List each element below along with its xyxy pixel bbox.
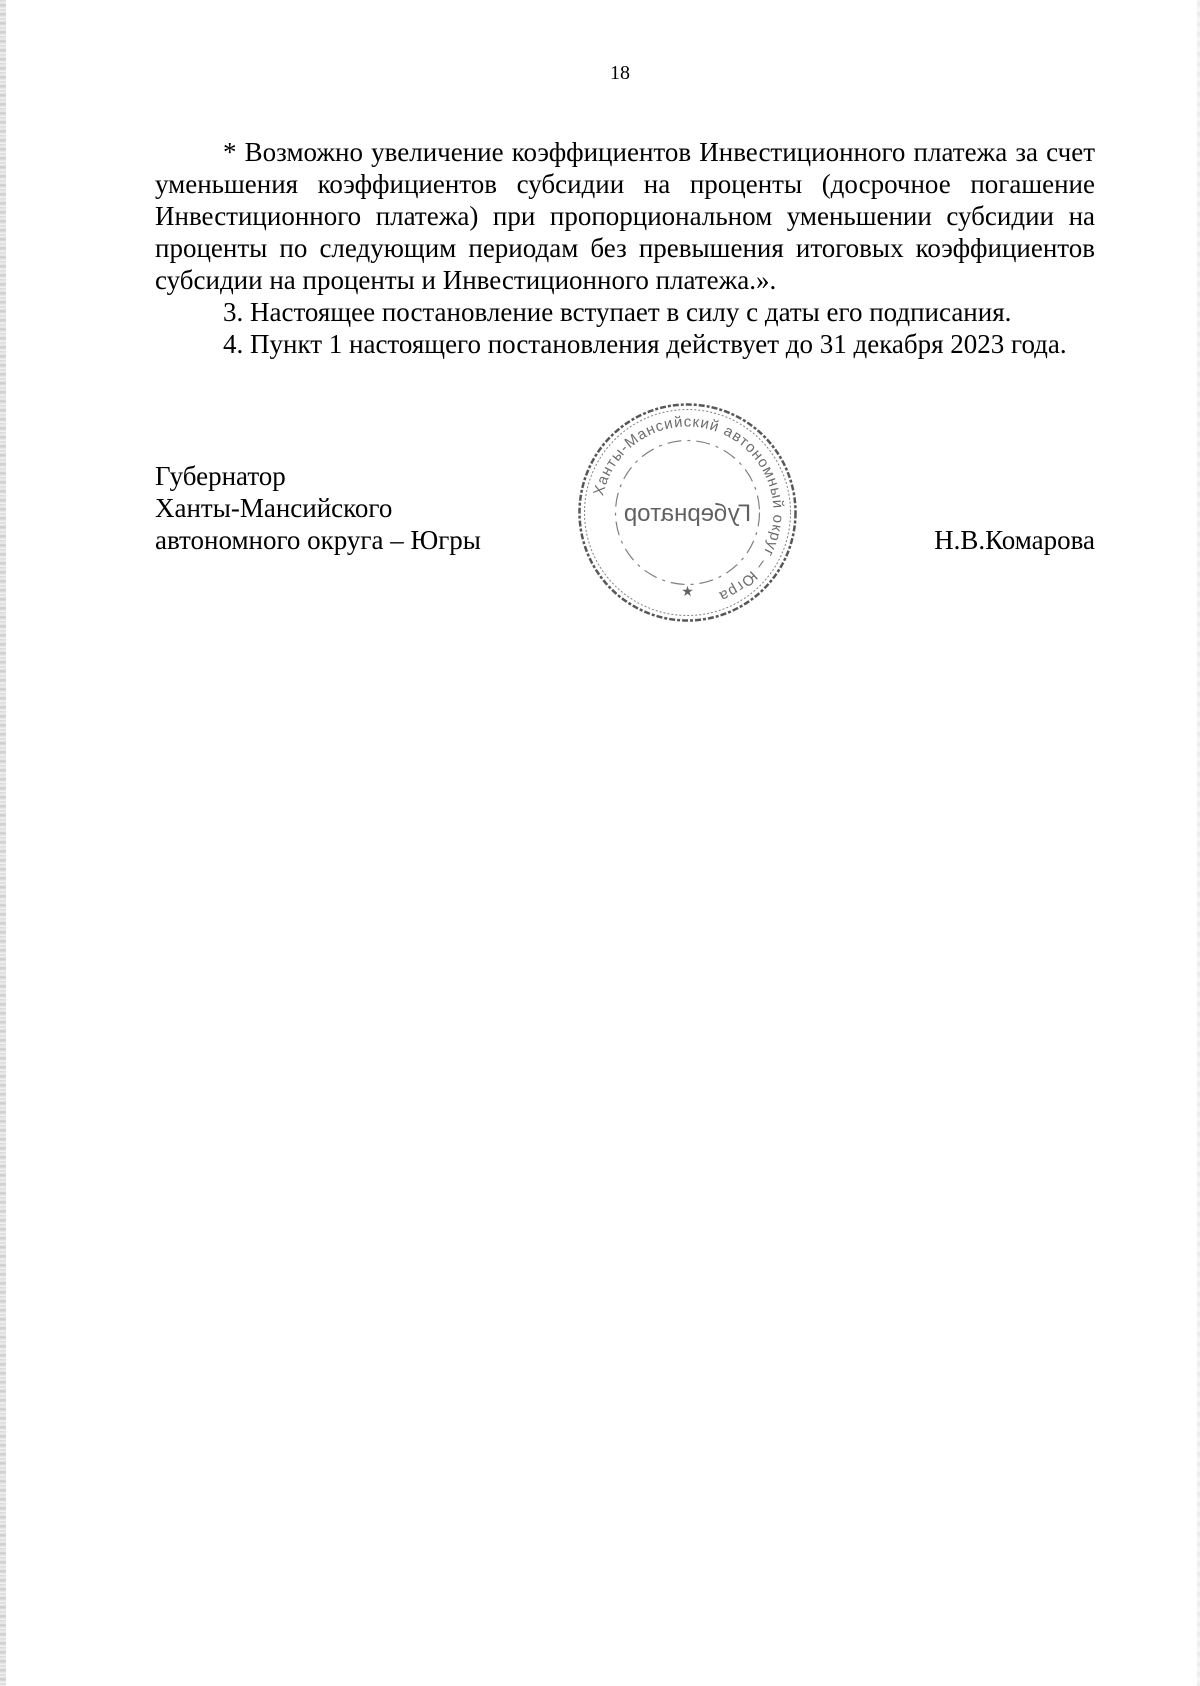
paragraph-item-3: 3. Настоящее постановление вступает в силу с даты его подписания. bbox=[223, 297, 1012, 327]
official-seal bbox=[575, 400, 800, 625]
page-number: 18 bbox=[610, 62, 630, 84]
paragraph-footnote: * Возможно увеличение коэффициентов Инвестиционного платежа за счет уменьшения коэффициентов субсидии на проценты (досрочное погашение Инвестиционного платежа) при пропорциональном уменьшении субсидии на проценты по следующим периодам без превышения итоговых коэффициентов субсидии на проценты и Инвестиционного платежа.». bbox=[155, 137, 1095, 295]
document-body bbox=[155, 136, 1095, 360]
signatory-title-line-3: автономного округа – Югры bbox=[155, 525, 481, 555]
signatory-name: Н.В.Комарова bbox=[934, 525, 1095, 555]
signatory-title-line-1: Губернатор bbox=[155, 461, 286, 491]
seal-star-icon: ★ bbox=[681, 585, 694, 600]
paragraph-item-4: 4. Пункт 1 настоящего постановления действует до 31 декабря 2023 года. bbox=[223, 329, 1067, 359]
signatory-title-line-2: Ханты-Мансийского bbox=[155, 493, 393, 523]
seal-ring-text: Ханты-Мансийский автономный округ – Югра bbox=[590, 413, 787, 606]
seal-center-text: Губернатор bbox=[623, 500, 752, 527]
signatory-title bbox=[155, 460, 481, 556]
scan-edge-left bbox=[0, 0, 6, 1686]
